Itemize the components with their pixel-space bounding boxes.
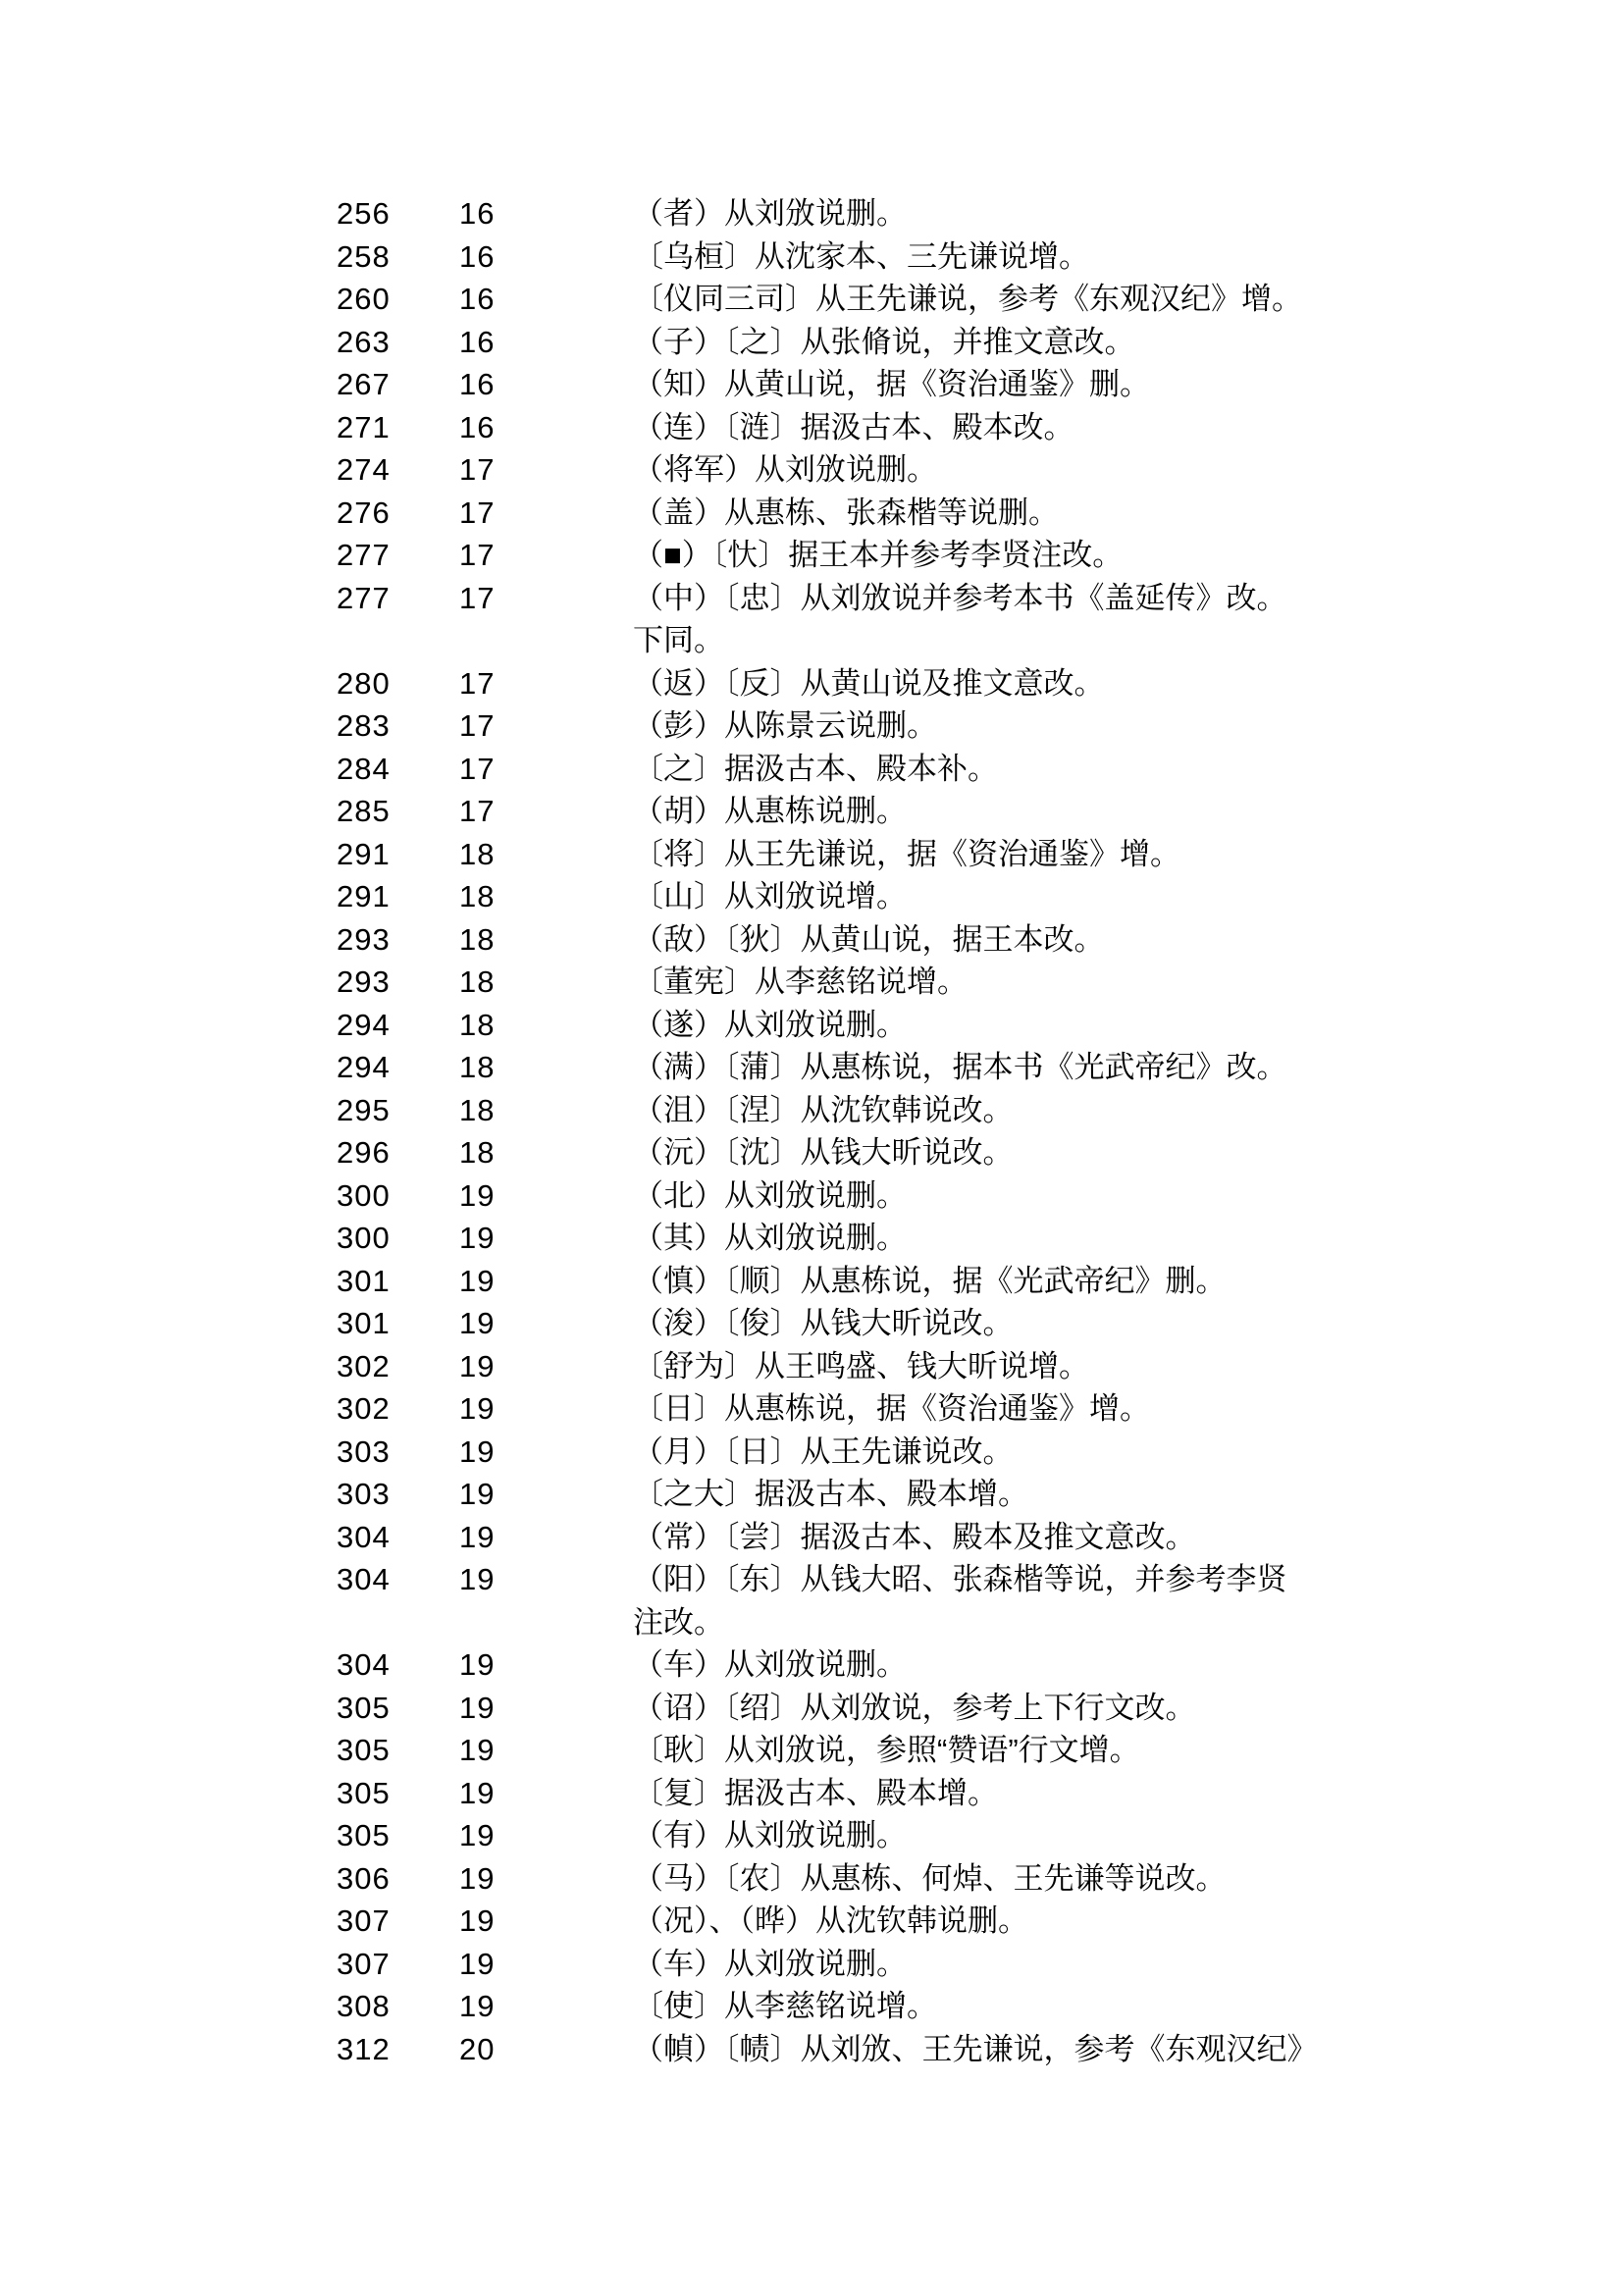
table-row [337, 1516, 1506, 1559]
chapter-number-cell: 17 [459, 495, 496, 530]
table-row [337, 1687, 1506, 1730]
chapter-number-cell: 17 [459, 665, 496, 701]
note-line: （阳）〔东〕从钱大昭、张森楷等说，并参考李贤 [633, 1562, 1287, 1596]
page-number-cell: 305 [337, 1775, 391, 1810]
table-row [337, 704, 1506, 748]
note-line: 下同。 [633, 623, 724, 657]
note-line: （中）〔忠〕从刘攽说并参考本书《盖延传》改。 [633, 580, 1287, 615]
chapter-number-cell: 19 [459, 1647, 496, 1682]
page-number-cell: 305 [337, 1690, 391, 1725]
page-number-cell: 307 [337, 1903, 391, 1938]
page-number-cell: 300 [337, 1221, 391, 1255]
page-number-cell: 274 [337, 452, 391, 487]
note-cell [633, 1089, 1418, 1132]
table-row [337, 1473, 1506, 1516]
chapter-number-cell: 18 [459, 1050, 496, 1084]
table-row [337, 1302, 1506, 1345]
chapter-number-cell: 19 [459, 1690, 496, 1725]
note-cell [633, 363, 1418, 406]
note-line: （北）从刘攽说删。 [633, 1177, 907, 1213]
page-number-cell: 302 [337, 1348, 391, 1383]
chapter-number-cell: 19 [459, 1434, 496, 1469]
chapter-number-cell: 16 [459, 238, 496, 274]
table-row [337, 1943, 1506, 1986]
table-row [337, 1131, 1506, 1174]
page-number-cell: 280 [337, 665, 391, 701]
note-cell [633, 1943, 1418, 1986]
note-line: （遂）从刘攽说删。 [633, 1007, 907, 1042]
chapter-number-cell: 19 [459, 1562, 496, 1596]
note-line: （沅）〔沈〕从钱大昕说改。 [633, 1135, 1014, 1170]
note-cell [633, 961, 1418, 1004]
page-number-cell: 277 [337, 580, 391, 615]
note-line: 〔乌桓〕从沈家本、三先谦说增。 [633, 238, 1089, 274]
table-row [337, 2028, 1506, 2071]
note-cell [633, 1046, 1418, 1089]
note-cell [633, 662, 1418, 705]
note-line: （盖）从惠栋、张森楷等说删。 [633, 495, 1059, 530]
table-row [337, 662, 1506, 705]
table-row [337, 1857, 1506, 1901]
table-row [337, 1729, 1506, 1772]
chapter-number-cell: 19 [459, 1177, 496, 1213]
page-number-cell: 303 [337, 1477, 391, 1511]
note-line: （胡）从惠栋说删。 [633, 794, 907, 828]
table-row [337, 577, 1506, 662]
page-number-cell: 293 [337, 965, 391, 999]
page-number-cell: 291 [337, 879, 391, 913]
note-line: 〔山〕从刘攽说增。 [633, 879, 907, 913]
chapter-number-cell: 19 [459, 1477, 496, 1511]
table-row [337, 1089, 1506, 1132]
table-row [337, 1643, 1506, 1687]
note-cell [633, 2028, 1418, 2071]
note-cell [633, 192, 1418, 235]
table-row [337, 321, 1506, 364]
page-number-cell: 267 [337, 367, 391, 401]
note-cell [633, 1687, 1418, 1730]
table-row [337, 875, 1506, 918]
note-cell [633, 577, 1418, 662]
chapter-number-cell: 19 [459, 1946, 496, 1981]
table-row [337, 1345, 1506, 1388]
note-cell [633, 1131, 1418, 1174]
table-row [337, 1174, 1506, 1218]
page-number-cell: 260 [337, 282, 391, 316]
page-number-cell: 295 [337, 1092, 391, 1127]
page-number-cell: 307 [337, 1946, 391, 1981]
note-cell [633, 833, 1418, 876]
note-cell [633, 748, 1418, 791]
chapter-number-cell: 19 [459, 1818, 496, 1852]
chapter-number-cell: 19 [459, 1903, 496, 1938]
table-row [337, 1985, 1506, 2028]
page-number-cell: 301 [337, 1263, 391, 1298]
note-line: （慎）〔顺〕从惠栋说，据《光武帝纪》删。 [633, 1263, 1227, 1298]
table-row [337, 833, 1506, 876]
note-line: （■）〔忕〕据王本并参考李贤注改。 [633, 538, 1124, 572]
table-row [337, 1217, 1506, 1260]
chapter-number-cell: 16 [459, 409, 496, 444]
note-line: （返）〔反〕从黄山说及推文意改。 [633, 665, 1105, 701]
note-line: （浚）〔俊〕从钱大昕说改。 [633, 1306, 1014, 1340]
table-row [337, 492, 1506, 535]
page-number-cell: 303 [337, 1434, 391, 1469]
note-cell [633, 534, 1418, 577]
table-row [337, 363, 1506, 406]
note-cell [633, 1814, 1418, 1857]
page-number-cell: 305 [337, 1733, 391, 1767]
table-row [337, 448, 1506, 492]
chapter-number-cell: 19 [459, 1519, 496, 1554]
chapter-number-cell: 20 [459, 2031, 496, 2066]
note-line: （者）从刘攽说删。 [633, 196, 907, 231]
table-row [337, 534, 1506, 577]
table-row [337, 406, 1506, 449]
page-number-cell: 296 [337, 1135, 391, 1170]
chapter-number-cell: 19 [459, 1733, 496, 1767]
chapter-number-cell: 18 [459, 1092, 496, 1127]
table-row [337, 1431, 1506, 1474]
note-cell [633, 1217, 1418, 1260]
note-line: 〔之〕据汲古本、殿本补。 [633, 751, 998, 786]
page-number-cell: 294 [337, 1050, 391, 1084]
note-cell [633, 448, 1418, 492]
table-row [337, 918, 1506, 962]
note-line: 〔董宪〕从李慈铭说增。 [633, 965, 968, 999]
table-row [337, 961, 1506, 1004]
note-line: （常）〔尝〕据汲古本、殿本及推文意改。 [633, 1519, 1196, 1554]
table-row [337, 1387, 1506, 1431]
chapter-number-cell: 18 [459, 836, 496, 871]
table-row [337, 1814, 1506, 1857]
page-number-cell: 276 [337, 495, 391, 530]
note-line: 注改。 [633, 1604, 724, 1640]
chapter-number-cell: 17 [459, 708, 496, 743]
note-cell [633, 1302, 1418, 1345]
note-cell [633, 1643, 1418, 1687]
chapter-number-cell: 17 [459, 751, 496, 786]
page-number-cell: 306 [337, 1860, 391, 1896]
chapter-number-cell: 17 [459, 538, 496, 572]
page-number-cell: 308 [337, 1989, 391, 2023]
note-line: （敌）〔狄〕从黄山说，据王本改。 [633, 921, 1105, 957]
note-line: 〔将〕从王先谦说，据《资治通鉴》增。 [633, 836, 1180, 871]
note-cell [633, 1174, 1418, 1218]
page-number-cell: 277 [337, 538, 391, 572]
chapter-number-cell: 18 [459, 965, 496, 999]
page-number-cell: 293 [337, 921, 391, 957]
note-line: （沮）〔涅〕从沈钦韩说改。 [633, 1092, 1014, 1127]
table-row [337, 748, 1506, 791]
page-number-cell: 291 [337, 836, 391, 871]
page-number-cell: 304 [337, 1647, 391, 1682]
note-cell [633, 1516, 1418, 1559]
chapter-number-cell: 16 [459, 324, 496, 359]
table-row [337, 1558, 1506, 1643]
note-cell [633, 1558, 1418, 1643]
chapter-number-cell: 16 [459, 367, 496, 401]
note-cell [633, 278, 1418, 321]
page-number-cell: 283 [337, 708, 391, 743]
note-cell [633, 1900, 1418, 1943]
note-line: （满）〔蒲〕从惠栋说，据本书《光武帝纪》改。 [633, 1050, 1287, 1084]
chapter-number-cell: 19 [459, 1221, 496, 1255]
chapter-number-cell: 18 [459, 879, 496, 913]
chapter-number-cell: 16 [459, 196, 496, 231]
page-number-cell: 302 [337, 1391, 391, 1426]
note-line: 〔耿〕从刘攽说，参照“赞语”行文增。 [633, 1733, 1140, 1767]
chapter-number-cell: 19 [459, 1263, 496, 1298]
note-line: （月）〔日〕从王先谦说改。 [633, 1434, 1014, 1469]
chapter-number-cell: 18 [459, 921, 496, 957]
note-cell [633, 1004, 1418, 1047]
page-number-cell: 304 [337, 1562, 391, 1596]
note-line: （诏）〔绍〕从刘攽说，参考上下行文改。 [633, 1690, 1196, 1725]
chapter-number-cell: 17 [459, 580, 496, 615]
chapter-number-cell: 17 [459, 794, 496, 828]
chapter-number-cell: 19 [459, 1989, 496, 2023]
chapter-number-cell: 19 [459, 1306, 496, 1340]
chapter-number-cell: 19 [459, 1391, 496, 1426]
note-cell [633, 1387, 1418, 1431]
note-line: 〔仪同三司〕从王先谦说，参考《东观汉纪》增。 [633, 282, 1302, 316]
note-cell [633, 406, 1418, 449]
note-cell [633, 704, 1418, 748]
note-line: （有）从刘攽说删。 [633, 1818, 907, 1852]
chapter-number-cell: 16 [459, 282, 496, 316]
page-number-cell: 294 [337, 1007, 391, 1042]
table-row [337, 1900, 1506, 1943]
note-line: （子）〔之〕从张脩说，并推文意改。 [633, 324, 1135, 359]
note-line: （马）〔农〕从惠栋、何焯、王先谦等说改。 [633, 1860, 1227, 1896]
note-cell [633, 875, 1418, 918]
page-number-cell: 305 [337, 1818, 391, 1852]
table-row [337, 192, 1506, 235]
note-line: 〔日〕从惠栋说，据《资治通鉴》增。 [633, 1391, 1150, 1426]
note-cell [633, 918, 1418, 962]
page-number-cell: 285 [337, 794, 391, 828]
note-line: （将军）从刘攽说删。 [633, 452, 937, 487]
note-cell [633, 790, 1418, 833]
note-cell [633, 1260, 1418, 1303]
page-number-cell: 304 [337, 1519, 391, 1554]
note-cell [633, 1729, 1418, 1772]
note-cell [633, 492, 1418, 535]
note-line: （幀）〔帻〕从刘攽、王先谦说，参考《东观汉纪》 [633, 2031, 1318, 2066]
note-line: 〔使〕从李慈铭说增。 [633, 1989, 937, 2023]
note-line: （况）、（晔）从沈钦韩说删。 [633, 1903, 1028, 1938]
note-line: 〔舒为〕从王鸣盛、钱大昕说增。 [633, 1348, 1089, 1383]
page-number-cell: 312 [337, 2031, 391, 2066]
table-row [337, 1004, 1506, 1047]
table-row [337, 235, 1506, 279]
table-row [337, 1772, 1506, 1815]
note-line: （连）〔涟〕据汲古本、殿本改。 [633, 409, 1074, 444]
page-number-cell: 258 [337, 238, 391, 274]
chapter-number-cell: 18 [459, 1007, 496, 1042]
chapter-number-cell: 19 [459, 1860, 496, 1896]
table-row [337, 278, 1506, 321]
note-line: （车）从刘攽说删。 [633, 1647, 907, 1682]
page-number-cell: 256 [337, 196, 391, 231]
note-cell [633, 1473, 1418, 1516]
note-line: （知）从黄山说，据《资治通鉴》删。 [633, 367, 1150, 401]
note-cell [633, 1345, 1418, 1388]
page-number-cell: 271 [337, 409, 391, 444]
note-line: （其）从刘攽说删。 [633, 1221, 907, 1255]
table-row [337, 1260, 1506, 1303]
note-line: （车）从刘攽说删。 [633, 1946, 907, 1981]
collation-notes-list [337, 192, 1506, 2070]
chapter-number-cell: 17 [459, 452, 496, 487]
chapter-number-cell: 19 [459, 1775, 496, 1810]
note-cell [633, 1985, 1418, 2028]
table-row [337, 1046, 1506, 1089]
page-number-cell: 263 [337, 324, 391, 359]
note-cell [633, 1772, 1418, 1815]
page-number-cell: 300 [337, 1177, 391, 1213]
page-number-cell: 301 [337, 1306, 391, 1340]
note-line: （彭）从陈景云说删。 [633, 708, 937, 743]
chapter-number-cell: 18 [459, 1135, 496, 1170]
note-cell [633, 1857, 1418, 1901]
chapter-number-cell: 19 [459, 1348, 496, 1383]
note-line: 〔之大〕据汲古本、殿本增。 [633, 1477, 1028, 1511]
note-cell [633, 1431, 1418, 1474]
page-number-cell: 284 [337, 751, 391, 786]
table-row [337, 790, 1506, 833]
note-cell [633, 321, 1418, 364]
note-line: 〔复〕据汲古本、殿本增。 [633, 1775, 998, 1810]
note-cell [633, 235, 1418, 279]
